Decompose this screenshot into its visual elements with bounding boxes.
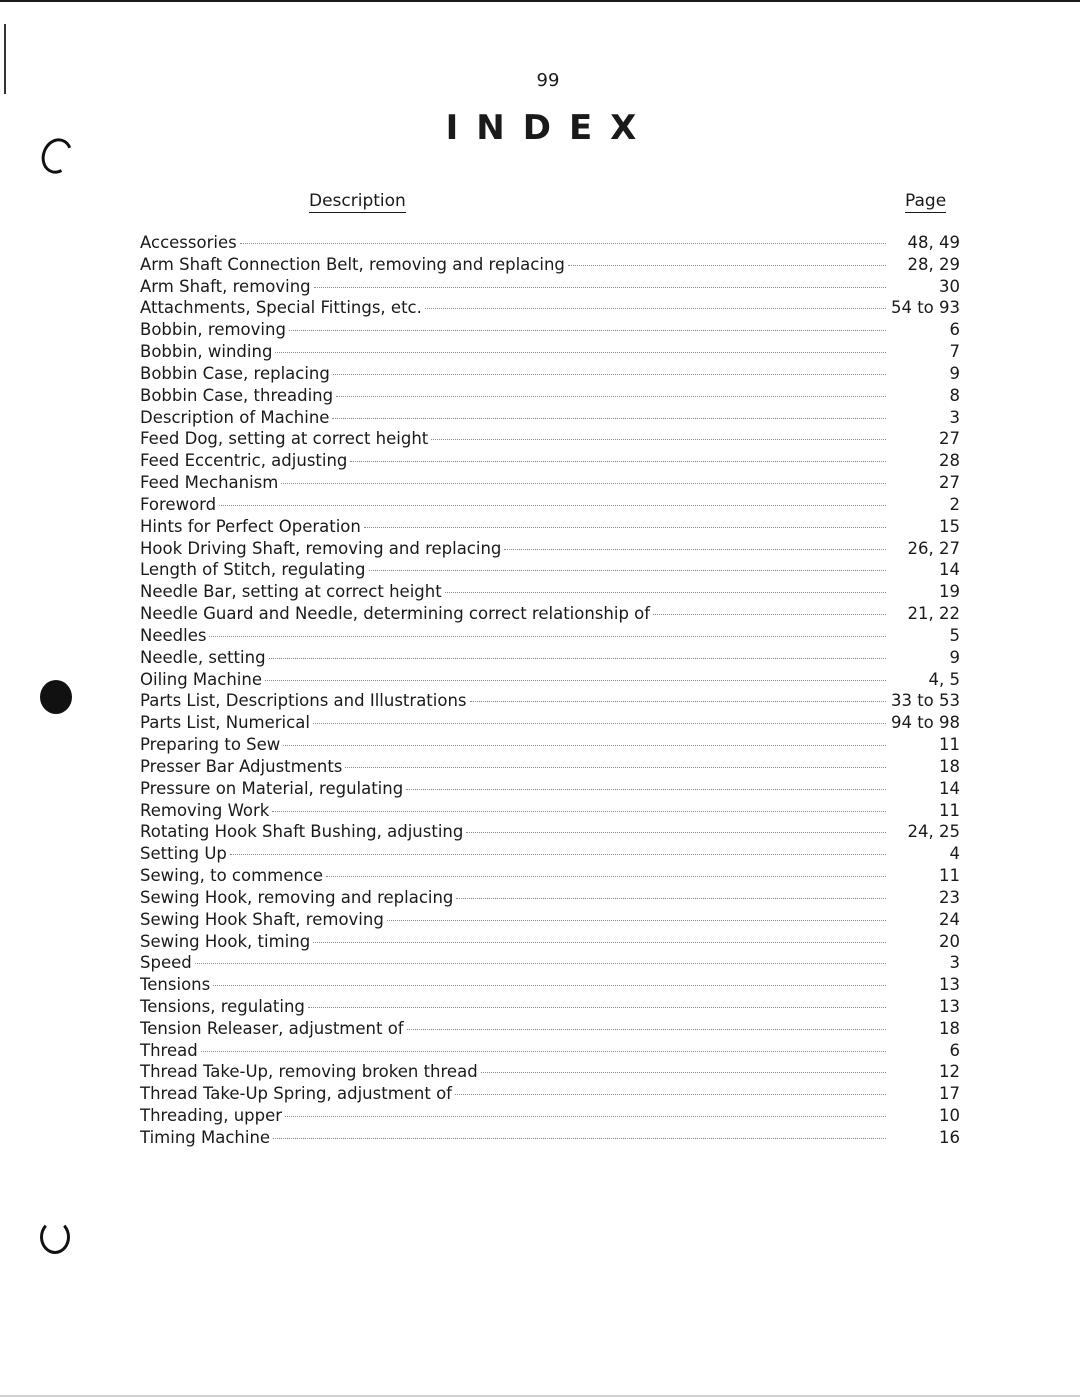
index-entry [140, 428, 960, 450]
punch-hole-bottom [40, 1220, 70, 1254]
entry-page-reference: 24, 25 [907, 822, 960, 842]
entry-description: Bobbin Case, threading [140, 385, 334, 405]
index-list [140, 232, 960, 1149]
entry-page-reference: 48, 49 [907, 233, 960, 252]
dot-leader [481, 1072, 886, 1073]
entry-page-reference: 16 [939, 1127, 960, 1147]
dot-leader [345, 767, 886, 768]
dot-leader [387, 920, 886, 921]
entry-page-reference: 23 [939, 887, 960, 907]
entry-page-reference: 9 [949, 363, 960, 383]
entry-page-reference: 94 to 98 [890, 713, 960, 733]
entry-page-reference: 7 [949, 342, 960, 362]
dot-leader [273, 1138, 886, 1139]
dot-leader [369, 570, 886, 571]
dot-leader [407, 1029, 886, 1030]
entry-page-reference: 8 [949, 385, 960, 405]
entry-description: Foreword [140, 494, 217, 514]
description-column-header: Description [309, 191, 406, 211]
entry-description: Needles [140, 625, 207, 645]
entry-page-reference: 14 [939, 560, 960, 580]
entry-description: Bobbin, removing [140, 320, 286, 340]
index-entry [140, 1040, 960, 1062]
index-entry [140, 363, 960, 385]
entry-description: Pressure on Material, regulating [140, 778, 404, 798]
entry-description: Sewing Hook, timing [140, 931, 311, 951]
dot-leader [336, 396, 886, 397]
dot-leader [568, 265, 886, 266]
dot-leader [364, 527, 886, 528]
dot-leader [272, 811, 886, 812]
entry-description: Needle Bar, setting at correct height [140, 582, 442, 602]
entry-page-reference: 24 [939, 909, 960, 929]
dot-leader [269, 658, 886, 659]
index-entry [140, 407, 960, 429]
entry-description: Feed Mechanism [140, 473, 279, 493]
index-entry [140, 1018, 960, 1040]
entry-page-reference: 4, 5 [928, 669, 960, 689]
index-entry [140, 385, 960, 407]
entry-description: Sewing Hook Shaft, removing [140, 909, 384, 929]
entry-description: Parts List, Descriptions and Illustrations [140, 691, 467, 711]
page-column-header: Page [905, 191, 947, 211]
entry-description: Parts List, Numerical [140, 713, 310, 733]
entry-page-reference: 20 [939, 931, 960, 951]
entry-description: Needle Guard and Needle, determining correct relationship of [140, 604, 651, 624]
entry-page-reference: 13 [939, 996, 960, 1016]
index-entry [140, 778, 960, 800]
dot-leader [201, 1051, 886, 1052]
entry-description: Rotating Hook Shaft Bushing, adjusting [140, 822, 464, 842]
entry-page-reference: 11 [939, 866, 960, 886]
dot-leader [653, 614, 886, 615]
index-entry [140, 1105, 960, 1127]
index-entry [140, 712, 960, 734]
entry-description: Thread Take-Up Spring, adjustment of [140, 1084, 452, 1104]
dot-leader [219, 505, 886, 506]
index-entry [140, 1061, 960, 1083]
entry-description: Length of Stitch, regulating [140, 560, 366, 580]
index-entry [140, 756, 960, 778]
entry-page-reference: 18 [939, 756, 960, 776]
dot-leader [504, 549, 886, 550]
dot-leader [350, 461, 886, 462]
scan-top-edge [0, 0, 1080, 6]
dot-leader [314, 287, 886, 288]
dot-leader [265, 680, 886, 681]
index-entry [140, 494, 960, 516]
entry-page-reference: 15 [939, 516, 960, 536]
entry-page-reference: 28 [939, 451, 960, 471]
entry-description: Presser Bar Adjustments [140, 756, 343, 776]
index-entry [140, 341, 960, 363]
dot-leader [308, 1007, 886, 1008]
entry-page-reference: 14 [939, 778, 960, 798]
entry-description: Description of Machine [140, 407, 330, 427]
dot-leader [456, 898, 886, 899]
entry-page-reference: 12 [939, 1062, 960, 1082]
index-entry [140, 952, 960, 974]
entry-page-reference: 13 [939, 975, 960, 995]
index-entry [140, 996, 960, 1018]
entry-description: Thread [140, 1040, 198, 1060]
entry-page-reference: 11 [939, 735, 960, 755]
dot-leader [332, 418, 886, 419]
index-entry [140, 1127, 960, 1149]
entry-description: Feed Dog, setting at correct height [140, 429, 429, 449]
entry-page-reference: 27 [939, 473, 960, 493]
entry-page-reference: 27 [939, 429, 960, 449]
index-entry [140, 232, 960, 254]
entry-description: Arm Shaft, removing [140, 276, 311, 296]
entry-description: Sewing, to commence [140, 866, 324, 886]
entry-description: Speed [140, 953, 192, 973]
entry-description: Tension Releaser, adjustment of [140, 1018, 404, 1038]
entry-description: Threading, upper [140, 1106, 283, 1126]
index-entry [140, 297, 960, 319]
page-title: INDEX [445, 108, 655, 148]
dot-leader [406, 789, 886, 790]
index-entry [140, 931, 960, 953]
entry-description: Bobbin Case, replacing [140, 363, 330, 383]
index-entry [140, 581, 960, 603]
index-entry [140, 516, 960, 538]
page-number: 99 [536, 70, 560, 91]
entry-page-reference: 21, 22 [907, 604, 960, 624]
entry-description: Preparing to Sew [140, 735, 281, 755]
entry-description: Thread Take-Up, removing broken thread [140, 1062, 478, 1082]
entry-description: Arm Shaft Connection Belt, removing and replacing [140, 254, 565, 274]
index-entry [140, 647, 960, 669]
dot-leader [313, 723, 886, 724]
entry-description: Hook Driving Shaft, removing and replacing [140, 538, 502, 558]
entry-page-reference: 18 [939, 1018, 960, 1038]
index-entry [140, 800, 960, 822]
dot-leader [285, 1116, 886, 1117]
entry-description: Oiling Machine [140, 669, 262, 689]
dot-leader [240, 243, 886, 244]
index-entry [140, 1083, 960, 1105]
entry-description: Hints for Perfect Operation [140, 516, 361, 536]
entry-description: Accessories [140, 233, 237, 252]
entry-page-reference: 9 [949, 647, 960, 667]
index-entry [140, 276, 960, 298]
dot-leader [209, 636, 886, 637]
entry-page-reference: 11 [939, 800, 960, 820]
entry-page-reference: 54 to 93 [890, 298, 960, 318]
index-entry [140, 690, 960, 712]
dot-leader [195, 963, 886, 964]
index-entry [140, 538, 960, 560]
entry-description: Removing Work [140, 800, 270, 820]
entry-page-reference: 6 [949, 320, 960, 340]
index-entry [140, 821, 960, 843]
entry-page-reference: 3 [949, 953, 960, 973]
dot-leader [275, 352, 886, 353]
dot-leader [283, 745, 886, 746]
entry-description: Needle, setting [140, 647, 266, 667]
entry-page-reference: 19 [939, 582, 960, 602]
entry-description: Timing Machine [140, 1127, 271, 1147]
dot-leader [281, 483, 886, 484]
entry-description: Feed Eccentric, adjusting [140, 451, 348, 471]
index-entry [140, 734, 960, 756]
entry-page-reference: 4 [949, 844, 960, 864]
index-entry [140, 625, 960, 647]
entry-description: Tensions [140, 975, 211, 995]
entry-page-reference: 5 [949, 625, 960, 645]
dot-leader [455, 1094, 886, 1095]
index-entry [140, 974, 960, 996]
dot-leader [466, 832, 886, 833]
dot-leader [431, 439, 886, 440]
dot-leader [213, 985, 886, 986]
dot-leader [289, 330, 886, 331]
entry-description: Bobbin, winding [140, 342, 273, 362]
index-entry [140, 669, 960, 691]
entry-description: Setting Up [140, 844, 227, 864]
index-entry [140, 559, 960, 581]
index-entry [140, 319, 960, 341]
index-entry [140, 603, 960, 625]
entry-description: Sewing Hook, removing and replacing [140, 887, 454, 907]
index-entry [140, 472, 960, 494]
dot-leader [230, 854, 886, 855]
dot-leader [470, 701, 886, 702]
index-entry [140, 865, 960, 887]
entry-description: Attachments, Special Fittings, etc. [140, 298, 422, 318]
dot-leader [313, 942, 886, 943]
entry-page-reference: 3 [949, 407, 960, 427]
entry-page-reference: 6 [949, 1040, 960, 1060]
index-entry [140, 254, 960, 276]
punch-hole-middle [40, 680, 72, 714]
entry-page-reference: 17 [939, 1084, 960, 1104]
entry-page-reference: 26, 27 [907, 538, 960, 558]
entry-page-reference: 10 [939, 1106, 960, 1126]
dot-leader [445, 592, 886, 593]
index-entry [140, 887, 960, 909]
entry-page-reference: 33 to 53 [890, 691, 960, 711]
entry-page-reference: 2 [949, 494, 960, 514]
dot-leader [326, 876, 886, 877]
index-entry [140, 450, 960, 472]
entry-description: Tensions, regulating [140, 996, 305, 1016]
index-entry [140, 843, 960, 865]
dot-leader [425, 308, 886, 309]
entry-page-reference: 30 [939, 276, 960, 296]
dot-leader [333, 374, 886, 375]
index-entry [140, 909, 960, 931]
entry-page-reference: 28, 29 [907, 254, 960, 274]
